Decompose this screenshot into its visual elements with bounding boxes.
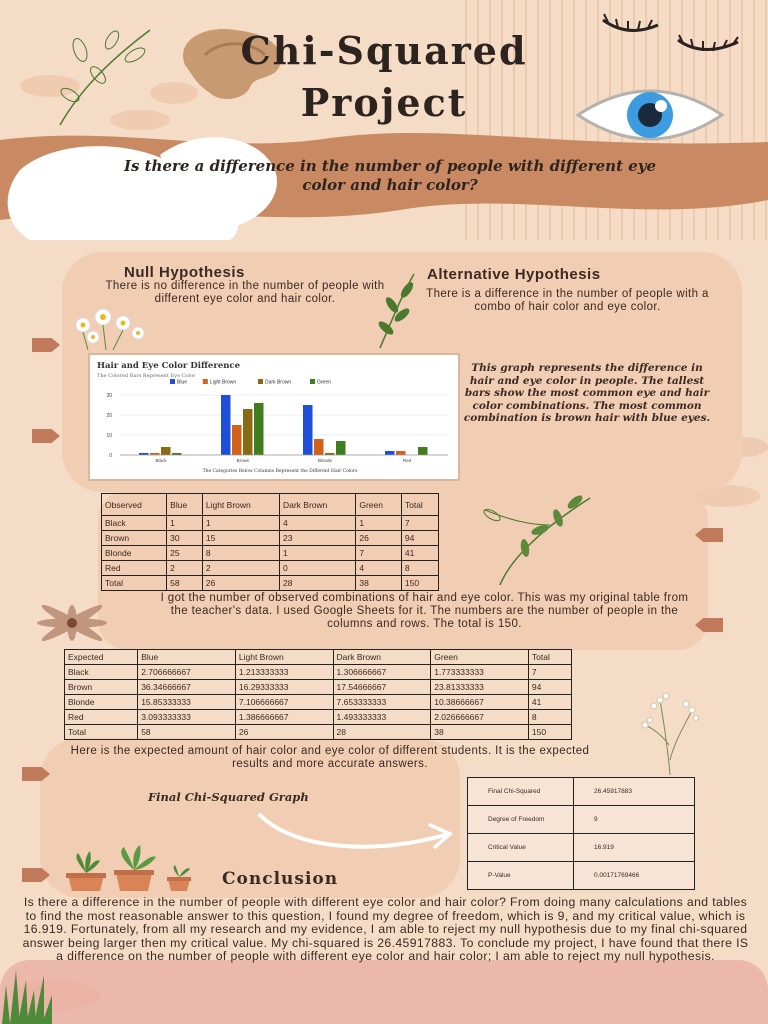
table-cell: 1 <box>279 546 355 561</box>
table-row <box>65 665 572 680</box>
table-cell: 26 <box>356 531 402 546</box>
expected-header-row <box>65 650 572 665</box>
legend-swatch <box>203 379 208 384</box>
x-tick-label: Brown <box>236 458 250 463</box>
table-cell: 38 <box>431 725 529 740</box>
column-header: Expected <box>65 650 138 665</box>
legend-label: Green <box>317 379 331 386</box>
table-cell: 150 <box>401 576 438 591</box>
chart-title: Hair and Eye Color Difference <box>97 361 240 371</box>
table-cell: 26 <box>202 576 279 591</box>
table-cell: 41 <box>528 695 571 710</box>
legend-swatch <box>170 379 175 384</box>
table-cell: 7.106666667 <box>235 695 333 710</box>
table-cell: 58 <box>167 576 203 591</box>
table-cell: Black <box>65 665 138 680</box>
table-cell: 26 <box>235 725 333 740</box>
bar <box>314 439 324 455</box>
potted-plants-icon <box>60 845 200 893</box>
table-cell: Critical Value <box>468 834 574 862</box>
arrow-tab-icon <box>32 429 60 443</box>
column-header: Dark Brown <box>333 650 431 665</box>
alt-hypothesis-title: Alternative Hypothesis <box>427 266 601 283</box>
x-tick-label: Red <box>402 458 412 463</box>
table-cell: Final Chi-Squared <box>468 778 574 806</box>
legend-label: Light Brown <box>209 379 237 386</box>
table-cell: 1.213333333 <box>235 665 333 680</box>
table-row <box>102 531 439 546</box>
table-cell: 7 <box>528 665 571 680</box>
expected-table <box>64 649 572 740</box>
table-cell: Total <box>65 725 138 740</box>
final-chi-squared-table <box>467 777 695 890</box>
bar <box>254 403 264 455</box>
table-cell: 38 <box>356 576 402 591</box>
table-row <box>65 710 572 725</box>
bar <box>243 409 253 455</box>
table-cell: 17.54666667 <box>333 680 431 695</box>
table-cell: P-Value <box>468 862 574 890</box>
table-cell: 94 <box>401 531 438 546</box>
x-tick-label: Black <box>155 458 167 463</box>
expected-description: Here is the expected amount of hair color and eye color of different students. It is the expected results and more accurate answers. <box>70 745 590 770</box>
table-cell: Blonde <box>65 695 138 710</box>
table-cell: 28 <box>279 576 355 591</box>
table-row <box>102 561 439 576</box>
bar <box>221 395 231 455</box>
table-cell: 41 <box>401 546 438 561</box>
table-row <box>102 546 439 561</box>
table-cell: Blonde <box>102 546 167 561</box>
alt-hypothesis-text: There is a difference in the number of people with a combo of hair color and eye color. <box>426 288 709 313</box>
legend-swatch <box>310 379 315 384</box>
leaf-branch-icon <box>372 270 422 350</box>
table-cell: 7 <box>401 516 438 531</box>
table-row <box>102 576 439 591</box>
table-row <box>65 680 572 695</box>
arrow-tab-icon <box>32 338 60 352</box>
table-cell: 1 <box>356 516 402 531</box>
graph-description: This graph represents the difference in hair and eye color in people. The tallest bars show the most common eye and hair color combinations. The most common combination is brown hair with blue eyes. <box>463 362 711 424</box>
table-cell: Red <box>65 710 138 725</box>
observed-description: I got the number of observed combinations of hair and eye color. This was my original table from the teacher's data. I used Google Sheets for it. The numbers are the number of people in the columns and rows. The total is 150. <box>160 592 689 630</box>
table-cell: 15 <box>202 531 279 546</box>
dried-flower-icon <box>35 603 110 643</box>
x-tick-label: Blonde <box>317 458 333 463</box>
table-cell: 4 <box>356 561 402 576</box>
table-cell: 15.85333333 <box>138 695 236 710</box>
y-tick-label: 20 <box>106 413 112 419</box>
wildflowers-icon <box>640 690 700 775</box>
table-row <box>468 806 695 834</box>
column-header: Light Brown <box>235 650 333 665</box>
curved-arrow-icon <box>255 805 460 860</box>
table-row <box>468 778 695 806</box>
table-cell: 4 <box>279 516 355 531</box>
column-header: Blue <box>167 494 203 516</box>
column-header: Blue <box>138 650 236 665</box>
bar <box>161 447 171 455</box>
bar-chart-svg <box>90 355 458 479</box>
leaf-branch-icon <box>480 490 600 590</box>
table-cell: 10.38666667 <box>431 695 529 710</box>
bar <box>385 451 395 455</box>
final-graph-label: Final Chi-Squared Graph <box>148 790 309 804</box>
table-cell: 1.773333333 <box>431 665 529 680</box>
table-cell: 1.306666667 <box>333 665 431 680</box>
table-cell: Black <box>102 516 167 531</box>
table-cell: 3.093333333 <box>138 710 236 725</box>
table-cell: 28 <box>333 725 431 740</box>
null-hypothesis-title: Null Hypothesis <box>124 264 245 281</box>
y-tick-label: 30 <box>106 393 112 399</box>
table-cell: 25 <box>167 546 203 561</box>
grass-icon <box>0 965 60 1024</box>
column-header: Green <box>356 494 402 516</box>
table-cell: 1 <box>202 516 279 531</box>
table-cell: 8 <box>202 546 279 561</box>
table-cell: Brown <box>65 680 138 695</box>
bar <box>232 425 242 455</box>
y-tick-label: 0 <box>109 453 112 459</box>
table-cell: 2 <box>167 561 203 576</box>
table-cell: 58 <box>138 725 236 740</box>
table-row <box>65 695 572 710</box>
table-cell: 0.00171769466 <box>574 862 695 890</box>
research-question: Is there a difference in the number of people with different eye color and hair color? <box>123 157 657 194</box>
table-cell: Total <box>102 576 167 591</box>
table-cell: 0 <box>279 561 355 576</box>
column-header: Observed <box>102 494 167 516</box>
page-title-line2: Project <box>300 80 468 125</box>
column-header: Total <box>528 650 571 665</box>
table-cell: 1 <box>167 516 203 531</box>
legend-label: Blue <box>177 379 188 386</box>
bar <box>418 447 428 455</box>
table-cell: 30 <box>167 531 203 546</box>
table-cell: 150 <box>528 725 571 740</box>
table-cell: 23.81333333 <box>431 680 529 695</box>
daisy-flowers-icon <box>68 305 148 350</box>
column-header: Total <box>401 494 438 516</box>
bar <box>303 405 313 455</box>
table-cell: 1.493333333 <box>333 710 431 725</box>
table-cell: 8 <box>401 561 438 576</box>
legend-label: Dark Brown <box>265 379 292 386</box>
bottom-band <box>0 960 768 1024</box>
chart-xlabel: The Categories Below Columns Represent the Different Hair Colors <box>202 469 358 474</box>
bar-chart <box>88 353 460 481</box>
page-title-line1: Chi-Squared <box>240 28 528 73</box>
table-cell: 26.45917883 <box>574 778 695 806</box>
table-cell: 2.026666667 <box>431 710 529 725</box>
table-cell: 2.706666667 <box>138 665 236 680</box>
y-tick-label: 10 <box>106 433 112 439</box>
table-cell: 94 <box>528 680 571 695</box>
bar <box>396 451 406 455</box>
table-cell: 7 <box>356 546 402 561</box>
bar <box>336 441 346 455</box>
table-cell: Red <box>102 561 167 576</box>
column-header: Green <box>431 650 529 665</box>
table-cell: 23 <box>279 531 355 546</box>
table-cell: 36.34666667 <box>138 680 236 695</box>
observed-table <box>101 493 439 591</box>
table-cell: Brown <box>102 531 167 546</box>
table-row <box>102 516 439 531</box>
table-cell: 8 <box>528 710 571 725</box>
table-cell: 7.653333333 <box>333 695 431 710</box>
column-header: Light Brown <box>202 494 279 516</box>
table-row <box>468 862 695 890</box>
table-row <box>65 725 572 740</box>
conclusion-text: Is there a difference in the number of people with different eye color and hair color? From doing many calculations and tables to find the most reasonable answer to this question, I found my degree of freedom, which is 9, and my critical value, which is 16.919. Fortunately, from all my research and my evidence, I am able to reject my null hypothesis due to my final chi-squared answer being larger then my critical value. My chi-squared is 26.45917883. To conclude my project, I have found that there IS a difference on the number of people with different eye color and hair color; I am able to reject my null hypothesis. <box>22 895 749 964</box>
table-cell: 1.386666667 <box>235 710 333 725</box>
null-hypothesis-text: There is no difference in the number of people with different eye color and hair color. <box>105 280 385 305</box>
table-row <box>468 834 695 862</box>
table-cell: 16.919 <box>574 834 695 862</box>
chart-subtitle: The Colored Bars Represent Eye Color <box>97 373 196 379</box>
column-header: Dark Brown <box>279 494 355 516</box>
table-cell: 16.29333333 <box>235 680 333 695</box>
table-cell: 2 <box>202 561 279 576</box>
observed-header-row <box>102 494 439 516</box>
table-cell: Degree of Freedom <box>468 806 574 834</box>
table-cell: 9 <box>574 806 695 834</box>
legend-swatch <box>258 379 263 384</box>
conclusion-title: Conclusion <box>222 869 339 889</box>
